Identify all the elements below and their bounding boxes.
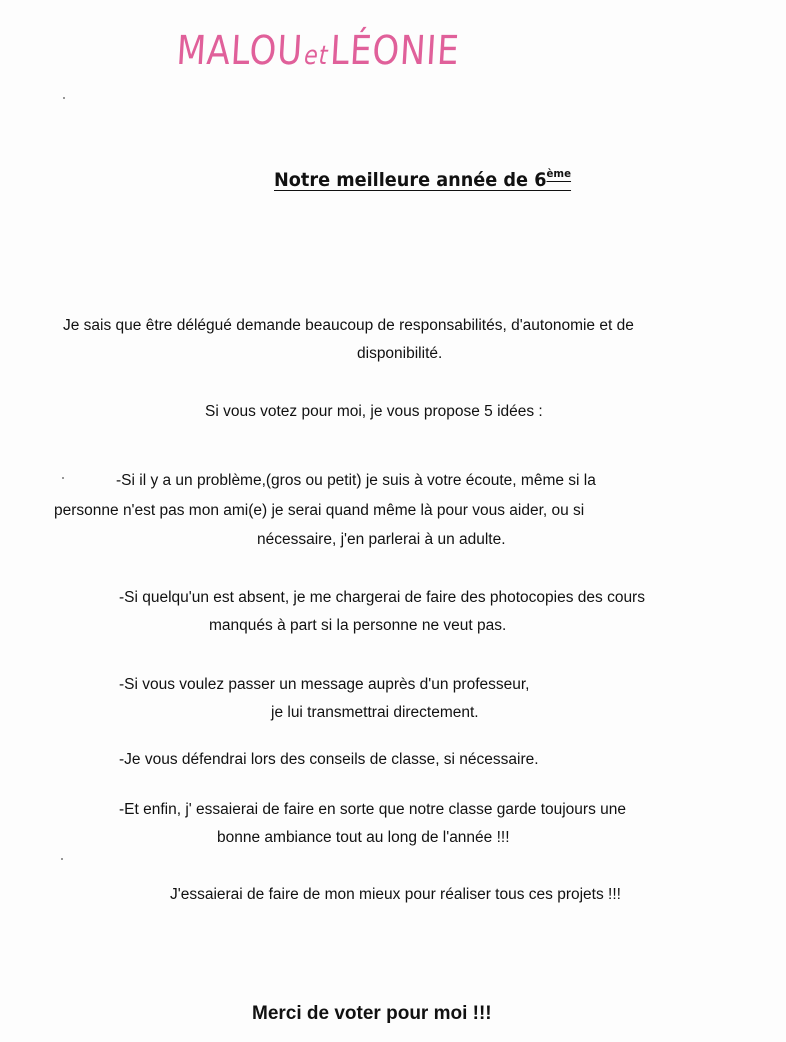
- idea-4-line-1: -Je vous défendrai lors des conseils de classe, si nécessaire.: [119, 751, 539, 768]
- idea-1-line-2: personne n'est pas mon ami(e) je serai quand même là pour vous aider, ou si: [54, 502, 585, 519]
- handwritten-names: [175, 28, 461, 74]
- idea-2-line-2: manqués à part si la personne ne veut pas.: [209, 617, 507, 634]
- idea-1-line-3: nécessaire, j'en parlerai à un adulte.: [257, 531, 506, 548]
- proposal-line: Si vous votez pour moi, je vous propose 5 idées :: [205, 403, 543, 420]
- name-malou: MALOU: [175, 28, 305, 74]
- scan-speck: [63, 97, 65, 99]
- closing-line: Merci de voter pour moi !!!: [252, 1003, 492, 1024]
- idea-2-line-1: -Si quelqu'un est absent, je me chargerai de faire des photocopies des cours: [119, 589, 645, 606]
- intro-line-1: Je sais que être délégué demande beaucoup de responsabilités, d'autonomie et de: [63, 317, 634, 334]
- title-text: Notre meilleure année de 6: [274, 169, 547, 191]
- name-leonie: LÉONIE: [328, 28, 461, 74]
- idea-3-line-2: je lui transmettrai directement.: [271, 704, 479, 721]
- idea-3-line-1: -Si vous voulez passer un message auprès d'un professeur,: [119, 676, 530, 693]
- handwritten-joiner: et: [303, 41, 330, 71]
- scan-speck: [61, 858, 63, 860]
- title-superscript: ème: [546, 167, 572, 180]
- scan-speck: [62, 477, 64, 479]
- idea-5-line-2: bonne ambiance tout au long de l'année !!!: [217, 829, 510, 846]
- idea-1-line-1: -Si il y a un problème,(gros ou petit) je suis à votre écoute, même si la: [116, 472, 596, 489]
- intro-line-2: disponibilité.: [357, 345, 443, 362]
- commitment-line: J'essaierai de faire de mon mieux pour réaliser tous ces projets !!!: [170, 886, 621, 903]
- idea-5-line-1: -Et enfin, j' essaierai de faire en sorte que notre classe garde toujours une: [119, 801, 627, 818]
- page-title: [274, 167, 571, 191]
